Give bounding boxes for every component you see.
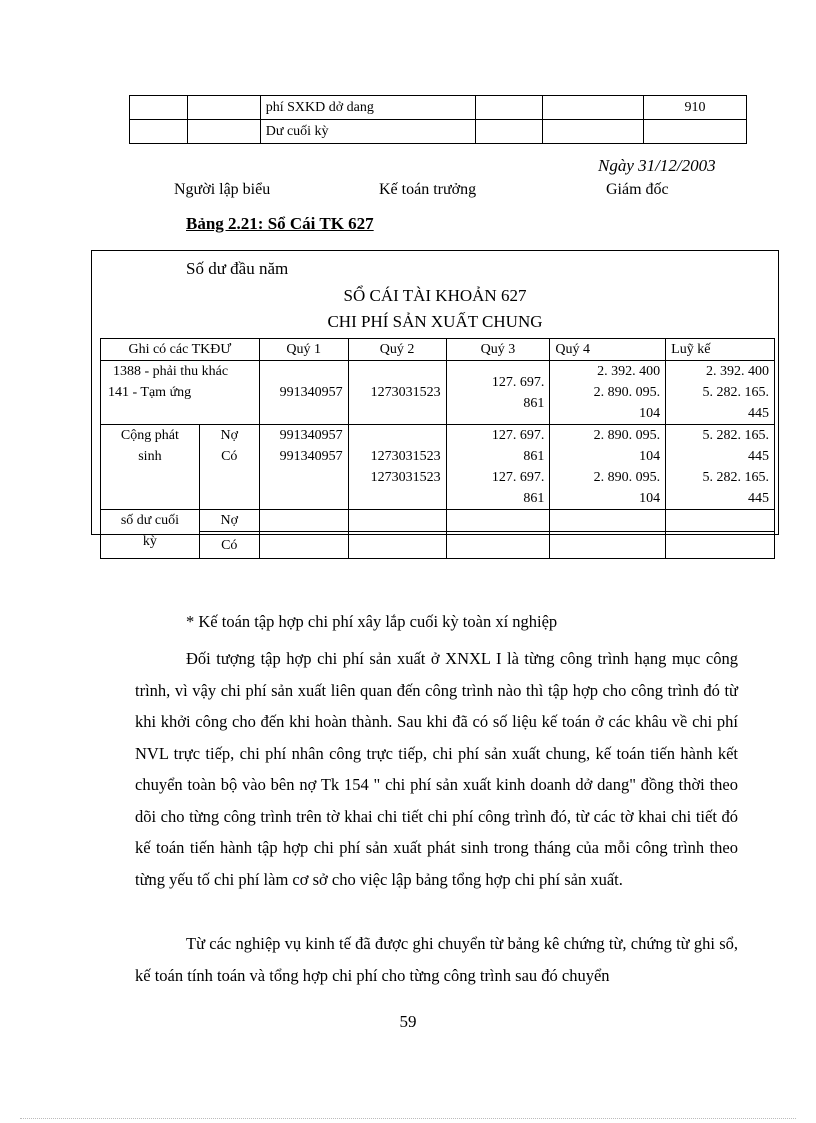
entry-account-141: 141 - Tạm ứng [108,385,192,400]
table-cell [348,532,446,559]
total-q1 [259,425,348,510]
total-q4 [550,425,666,510]
total-q3-line: 861 [523,449,545,464]
table-caption: Bảng 2.21: Sổ Cái TK 627 [186,214,374,233]
total-q4-line: 104 [639,491,661,506]
header-q3: Quý 3 [446,339,550,361]
total-label-line: Cộng phát [120,428,179,443]
entry-q3-line: 861 [523,395,545,411]
header-q4: Quý 4 [550,339,666,361]
entry-cumulative-line: 2. 392. 400 [706,364,769,379]
closing-debit-label: Nợ [199,510,259,532]
total-q2 [348,425,446,510]
table-cell [550,532,666,559]
entry-q4 [550,361,666,425]
total-cumulative-line: 445 [748,449,769,464]
total-q4-line: 104 [639,449,661,464]
table-cell [476,96,543,120]
opening-balance-label: Số dư đầu năm [186,259,289,278]
total-cumulative [666,425,775,510]
entry-q4-line: 2. 392. 400 [597,364,661,379]
total-label [101,425,200,510]
total-cumulative-line: 5. 282. 165. [702,470,769,485]
total-q4-line: 2. 890. 095. [593,428,661,443]
total-q3-line: 861 [523,491,545,506]
total-q1-credit: 991340957 [279,449,343,464]
ledger-closing-row-debit [101,510,775,532]
table-row [130,96,747,120]
body-paragraph-1: Đối tượng tập hợp chi phí sản xuất ở XNXL I là từng công trình hạng mục công trình, vì vậy chi phí sản xuất liên quan đến công trình nào thì tập hợp cho công trình đó từ khi khởi công cho đến khi hoàn thành. Sau khi đã có số liệu kế toán ở các khâu về chi phí NVL trực tiếp, chi phí nhân công trực tiếp, chi phí sản xuất chung, kế toán tiến hành kết chuyển toàn bộ vào bên nợ Tk 154 " chi phí sản xuất kinh doanh dở dang" đồng thời theo dõi cho từng công trình trên tờ khai chi tiết chi phí công trình đó, từ các tờ khai chi tiết đó kế toán tiến hành tập hợp chi phí sản xuất phát sinh trong tháng của mỗi công trình theo từng yếu tố chi phí làm cơ sở cho việc lập bảng tổng hợp chi phí sản xuất. [135,649,738,889]
entry-cumulative-line: 445 [748,406,769,421]
entry-accounts [101,361,260,425]
ledger-entry-row [101,361,775,425]
entry-q3 [446,361,550,425]
table-cell: 910 [644,96,747,120]
entry-q2: 1273031523 [348,361,446,425]
total-q1-debit: 991340957 [279,428,343,443]
total-q4-line: 2. 890. 095. [593,470,661,485]
ledger-closing-row-credit [101,532,775,559]
entry-q4-line: 2. 890. 095. [593,385,661,400]
signature-director: Giám đốc [606,181,669,198]
table-cell: Dư cuối kỳ [260,120,476,144]
total-cumulative-line: 445 [748,491,769,506]
ledger-total-row [101,425,775,510]
table-cell [666,510,775,532]
header-cumulative: Luỹ kế [666,339,775,361]
total-credit-label: Có [221,449,238,464]
table-cell [666,532,775,559]
entry-cumulative [666,361,775,425]
footer-divider [20,1118,796,1119]
table-cell [543,120,644,144]
header-q2: Quý 2 [348,339,446,361]
table-cell [130,120,188,144]
ledger-header-row [101,339,775,361]
table-cell [550,510,666,532]
table-cell [130,96,188,120]
table-row [130,120,747,144]
entry-q1: 991340957 [259,361,348,425]
table-cell [259,510,348,532]
header-q1: Quý 1 [259,339,348,361]
ledger-title: SỔ CÁI TÀI KHOẢN 627 [343,286,527,305]
entry-account-1388: 1388 - phải thu khác [113,364,229,379]
total-q2-line: 1273031523 [370,449,441,464]
closing-label-line: kỳ [142,534,157,549]
table-cell [476,120,543,144]
section-heading: * Kế toán tập hợp chi phí xây lắp cuối kỳ toàn xí nghiệp [186,612,558,631]
body-paragraph-2: Từ các nghiệp vụ kinh tế đã được ghi chuyển từ bảng kê chứng từ, chứng từ ghi sổ, kế toán tính toán và tổng hợp chi phí cho từng công trình sau đó chuyển [135,934,738,985]
total-debit-credit [199,425,259,510]
total-debit-label: Nợ [220,428,239,443]
table-cell [446,510,550,532]
total-label-line: sinh [138,449,162,464]
table-cell [446,532,550,559]
table-cell [348,510,446,532]
total-cumulative-line: 5. 282. 165. [702,428,769,443]
signature-chief-accountant: Kế toán trưởng [379,181,477,198]
ledger-table [100,338,775,559]
total-q2-line: 1273031523 [370,470,441,485]
ledger-subtitle: CHI PHÍ SẢN XUẤT CHUNG [327,312,543,331]
table-cell [187,120,260,144]
previous-ledger-table-tail [129,95,747,144]
closing-label-line: số dư cuối [120,513,179,528]
closing-credit-label: Có [199,532,259,559]
signature-preparer: Người lập biểu [174,181,271,198]
total-q3-line: 127. 697. [491,470,545,485]
table-cell [259,532,348,559]
page-number: 59 [399,1012,417,1031]
header-account: Ghi có các TKĐƯ [101,339,260,361]
total-q3-line: 127. 697. [491,428,545,443]
total-q3 [446,425,550,510]
signature-date: Ngày 31/12/2003 [598,156,716,175]
table-cell [187,96,260,120]
entry-q3-line: 127. 697. [491,374,545,390]
table-cell [644,120,747,144]
table-cell [543,96,644,120]
table-cell: phí SXKD dở dang [260,96,476,120]
entry-cumulative-line: 5. 282. 165. [702,385,769,400]
entry-q4-line: 104 [639,406,661,421]
closing-label [101,510,200,559]
